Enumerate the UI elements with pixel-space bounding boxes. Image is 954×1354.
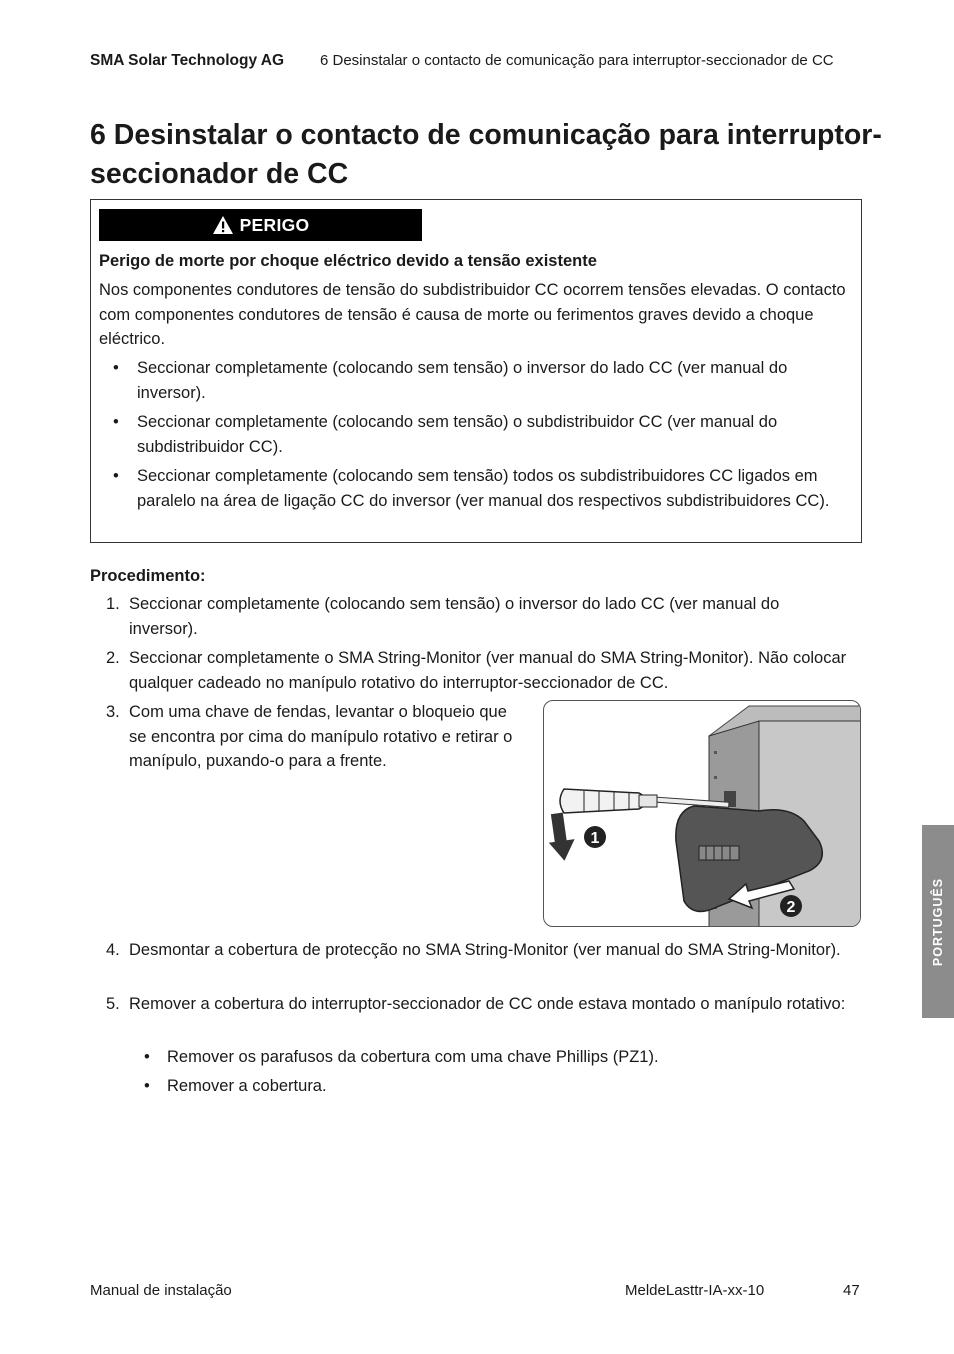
callout-1: 1 — [590, 830, 600, 847]
footer-doc-code: MeldeLasttr-IA-xx-10 — [625, 1282, 765, 1299]
step-2 — [90, 646, 850, 695]
procedure-heading: Procedimento: — [90, 567, 206, 585]
page-title: 6 Desinstalar o contacto de comunicação para interruptor-seccionador de CC — [90, 119, 882, 190]
step-text: Desmontar a cobertura de protecção no SMA String-Monitor (ver manual do SMA String-Monitor). — [129, 941, 841, 959]
warning-triangle-icon — [212, 215, 234, 235]
sub-bullet: • Remover a cobertura. — [90, 1074, 327, 1099]
sub-bullet-text: Remover os parafusos da cobertura com uma chave Phillips (PZ1). — [167, 1048, 659, 1066]
step-number: 1. — [106, 595, 120, 613]
handle-removal-illustration — [544, 701, 861, 927]
step-number: 4. — [106, 941, 120, 959]
page-number: 47 — [843, 1282, 860, 1299]
footer-manual-type: Manual de instalação — [90, 1282, 232, 1299]
danger-heading: Perigo de morte por choque eléctrico devido a tensão existente — [99, 252, 597, 270]
danger-bullet: • Seccionar completamente (colocando sem tensão) o inversor do lado CC (ver manual do inversor). — [99, 356, 851, 405]
header-chapter: 6 Desinstalar o contacto de comunicação para interruptor-seccionador de CC — [320, 52, 834, 69]
sub-bullet-text: Remover a cobertura. — [167, 1077, 327, 1095]
danger-box — [90, 199, 862, 543]
danger-label-text: PERIGO — [239, 214, 310, 235]
danger-description: Nos componentes condutores de tensão do subdistribuidor CC ocorrem tensões elevadas. O contacto com componentes condutores de tensão é causa de morte ou ferimentos graves devido a choque eléctrico. — [99, 281, 846, 348]
step-text: Com uma chave de fendas, levantar o bloqueio que se encontra por cima do manípulo rotativo e retirar o manípulo, puxando-o para a frente. — [129, 703, 513, 770]
danger-label — [99, 209, 422, 241]
step-text: Seccionar completamente o SMA String-Monitor (ver manual do SMA String-Monitor). Não colocar qualquer cadeado no manípulo rotativo do interruptor-seccionador de CC. — [129, 649, 847, 692]
danger-bullet: • Seccionar completamente (colocando sem tensão) o subdistribuidor CC (ver manual do subdistribuidor CC). — [99, 410, 851, 459]
figure-remove-rotary-handle — [543, 700, 861, 927]
step-4 — [90, 938, 850, 963]
step-text: Remover a cobertura do interruptor-seccionador de CC onde estava montado o manípulo rotativo: — [129, 995, 846, 1013]
step-1 — [90, 592, 850, 641]
sub-bullet: • Remover os parafusos da cobertura com uma chave Phillips (PZ1). — [90, 1045, 659, 1070]
language-side-tab — [922, 825, 954, 1018]
step-text: Seccionar completamente (colocando sem tensão) o inversor do lado CC (ver manual do inversor). — [129, 595, 780, 638]
step-5 — [90, 992, 850, 1017]
callout-2: 2 — [786, 899, 796, 916]
danger-bullet-list — [99, 356, 851, 513]
step-number: 2. — [106, 649, 120, 667]
header-company: SMA Solar Technology AG — [90, 52, 285, 69]
step-number: 3. — [106, 703, 120, 721]
step-number: 5. — [106, 995, 120, 1013]
step-3 — [90, 700, 520, 774]
danger-bullet: • Seccionar completamente (colocando sem tensão) todos os subdistribuidores CC ligados em paralelo na área de ligação CC do inversor (ver manual dos respectivos subdistribuidores CC). — [99, 464, 851, 513]
language-side-tab-label: PORTUGUÊS — [931, 877, 945, 966]
